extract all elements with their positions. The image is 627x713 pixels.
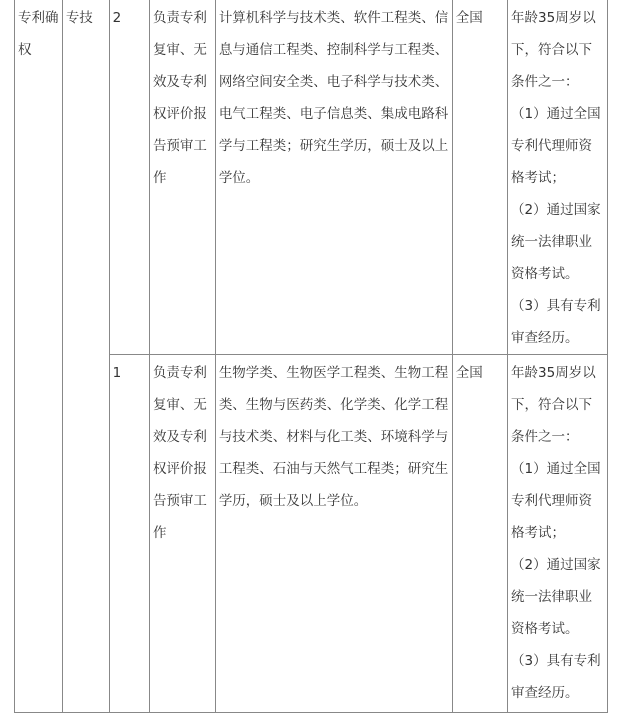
requirement-item: （1）通过全国专利代理师资格考试； — [511, 461, 601, 541]
requirement-item: （2）通过国家统一法律职业资格考试。 — [511, 202, 601, 282]
requirement-item: （1）通过全国专利代理师资格考试； — [511, 106, 601, 186]
major-cell: 生物学类、生物医学工程类、生物工程类、生物与医药类、化学类、化学工程与技术类、材料与化工类、环境科学与工程类、石油与天然气工程类；研究生学历，硕士及以上学位。 — [215, 355, 452, 713]
requirements-cell — [508, 0, 608, 355]
region-cell: 全国 — [452, 0, 507, 355]
requirement-item: （2）通过国家统一法律职业资格考试。 — [511, 557, 601, 637]
requirement-item: （3）具有专利审查经历。 — [511, 298, 601, 346]
count-cell: 1 — [109, 355, 149, 713]
duty-cell: 负责专利复审、无效及专利权评价报告预审工作 — [149, 0, 215, 355]
region-cell: 全国 — [452, 355, 507, 713]
subcategory-cell: 专技 — [62, 0, 109, 713]
major-cell: 计算机科学与技术类、软件工程类、信息与通信工程类、控制科学与工程类、网络空间安全类、电子科学与技术类、电气工程类、电子信息类、集成电路科学与工程类；研究生学历，硕士及以上学位。 — [215, 0, 452, 355]
requirements-intro: 年龄35周岁以下，符合以下条件之一： — [511, 10, 596, 90]
category-cell: 专利确权 — [15, 0, 63, 713]
requirements-cell — [508, 355, 608, 713]
requirement-item: （3）具有专利审查经历。 — [511, 653, 601, 701]
position-table — [14, 0, 608, 713]
duty-cell: 负责专利复审、无效及专利权评价报告预审工作 — [149, 355, 215, 713]
requirements-intro: 年龄35周岁以下，符合以下条件之一： — [511, 365, 596, 445]
table-row — [15, 0, 608, 355]
count-cell: 2 — [109, 0, 149, 355]
